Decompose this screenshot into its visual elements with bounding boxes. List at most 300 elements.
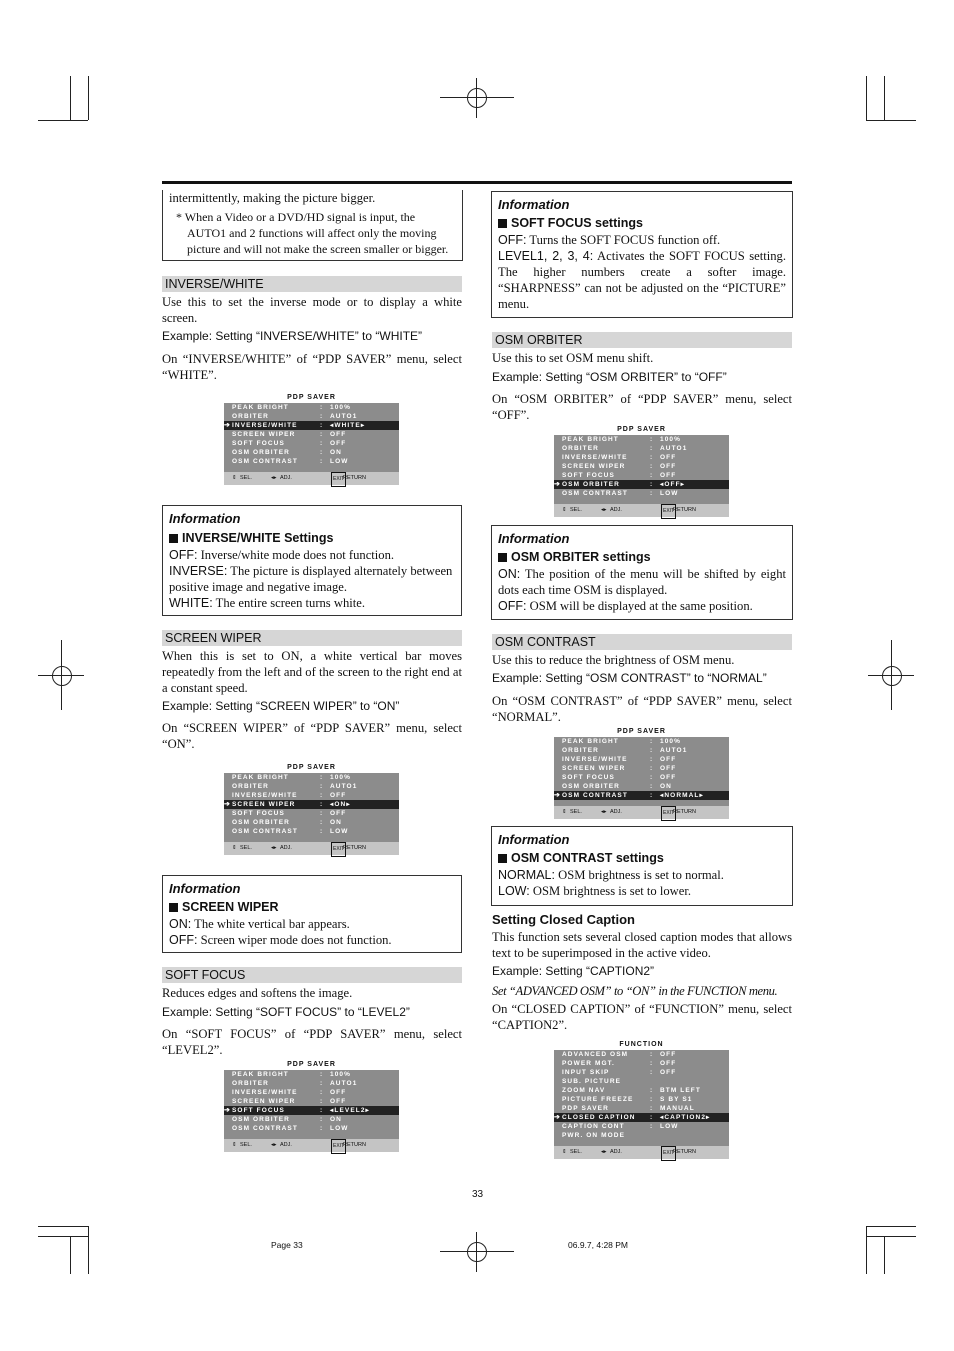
osm-menu-function — [554, 1040, 729, 1159]
menu-row-value: OFF — [660, 463, 677, 470]
menu-row-value: MANUAL — [660, 1105, 695, 1112]
menu-row — [224, 818, 399, 827]
info-item: LOW: OSM brightness is set to lower. — [498, 884, 692, 898]
menu-row — [224, 448, 399, 457]
menu-row-value: OFF — [660, 765, 677, 772]
sel-label: SEL. — [240, 475, 252, 481]
menu-row-colon: : — [650, 792, 654, 799]
selection-arrow-icon: ➔ — [554, 792, 561, 799]
menu-row-value: AUTO1 — [330, 413, 358, 420]
exit-key-icon: EXIT — [331, 472, 346, 487]
menu-row-value: OFF — [330, 1089, 347, 1096]
continuation-box — [162, 190, 463, 261]
note-text: * When a Video or a DVD/HD signal is input, the AUTO1 and 2 functions will affect only the moving picture and will not make the screen smaller or bigger. — [176, 210, 449, 256]
left-triangle-icon: ◂ — [660, 481, 665, 488]
section-header-osm-contrast: OSM CONTRAST — [492, 634, 792, 650]
menu-row-value: AUTO1 — [330, 1080, 358, 1087]
menu-row — [554, 1122, 729, 1131]
info-subtitle: OSM ORBITER settings — [498, 549, 786, 565]
inverse-white-example: Example: Setting “INVERSE/WHITE” to “WHITE” — [162, 329, 423, 343]
menu-row-value: 100% — [330, 1071, 352, 1078]
up-down-arrows-icon: ⇕ — [232, 845, 237, 851]
screen-wiper-instruction: On “SCREEN WIPER” of “PDP SAVER” menu, select “ON”. — [162, 721, 462, 751]
exit-key-icon: EXIT — [661, 1146, 676, 1161]
screen-wiper-example: Example: Setting “SCREEN WIPER” to “ON” — [162, 699, 400, 713]
osm-menu-pdp-saver — [224, 763, 399, 855]
info-subtitle: SCREEN WIPER — [169, 899, 455, 915]
exit-key-icon: EXIT — [331, 1139, 346, 1154]
menu-row-value: OFF — [330, 792, 347, 799]
menu-row-colon: : — [650, 1123, 654, 1130]
menu-row-value: LOW — [660, 490, 679, 497]
info-item: OFF: Screen wiper mode does not function. — [169, 933, 392, 947]
square-bullet-icon — [498, 219, 507, 228]
menu-row-label: ORBITER — [562, 747, 599, 754]
menu-row-colon: : — [320, 404, 324, 411]
menu-row-colon: : — [320, 801, 324, 808]
menu-row — [554, 764, 729, 773]
menu-row-colon: : — [650, 738, 654, 745]
osm-menu-pdp-saver — [554, 727, 729, 819]
closed-caption-example: Example: Setting “CAPTION2” — [492, 964, 655, 978]
menu-title: PDP SAVER — [554, 425, 729, 435]
menu-row — [554, 453, 729, 462]
return-label: RETURN — [343, 475, 366, 481]
menu-row-label: ORBITER — [232, 783, 269, 790]
menu-row-label: INVERSE/WHITE — [232, 1089, 298, 1096]
menu-row-colon: : — [650, 436, 654, 443]
menu-row — [224, 1079, 399, 1088]
menu-row-value: BTM LEFT — [660, 1087, 701, 1094]
menu-row-colon: : — [320, 458, 324, 465]
menu-row-value: OFF — [330, 1098, 347, 1105]
menu-row-label: PEAK BRIGHT — [562, 738, 619, 745]
info-title: Information — [498, 531, 570, 546]
up-down-arrows-icon: ⇕ — [562, 1149, 567, 1155]
menu-row — [224, 1124, 399, 1133]
menu-row-label: ZOOM NAV — [562, 1087, 606, 1094]
info-subtitle: SOFT FOCUS settings — [498, 215, 786, 231]
adj-label: ADJ. — [280, 475, 292, 481]
adj-label: ADJ. — [610, 1149, 622, 1155]
right-triangle-icon: ▸ — [706, 1114, 711, 1121]
menu-row-label: OSM CONTRAST — [232, 828, 298, 835]
menu-row-label: INPUT SKIP — [562, 1069, 610, 1076]
osm-orbiter-example: Example: Setting “OSM ORBITER” to “OFF” — [492, 370, 727, 384]
top-rule — [162, 181, 792, 184]
menu-footer — [554, 806, 729, 819]
menu-row — [224, 791, 399, 800]
menu-row — [554, 746, 729, 755]
menu-row-label: OSM ORBITER — [232, 449, 290, 456]
selection-arrow-icon: ➔ — [224, 801, 231, 808]
selection-arrow-icon: ➔ — [224, 1107, 231, 1114]
menu-row-colon: : — [650, 765, 654, 772]
menu-row-colon: : — [320, 1125, 324, 1132]
menu-row — [224, 773, 399, 782]
menu-row — [554, 1050, 729, 1059]
menu-row-colon: : — [650, 490, 654, 497]
left-triangle-icon: ◂ — [330, 801, 335, 808]
menu-title: PDP SAVER — [554, 727, 729, 737]
menu-row-colon: : — [650, 463, 654, 470]
menu-row-value: OFF — [660, 1069, 677, 1076]
section-header-inverse-white: INVERSE/WHITE — [162, 276, 462, 292]
adj-label: ADJ. — [280, 1142, 292, 1148]
menu-row-colon: : — [320, 413, 324, 420]
exit-key-icon: EXIT — [661, 806, 676, 821]
adj-label: ADJ. — [610, 809, 622, 815]
right-triangle-icon: ▸ — [365, 1107, 370, 1114]
menu-row — [554, 1131, 729, 1140]
menu-row-colon: : — [650, 481, 654, 488]
menu-row-value: OFF — [660, 774, 677, 781]
menu-footer — [224, 1139, 399, 1152]
menu-row-label: SOFT FOCUS — [562, 774, 615, 781]
info-title: Information — [169, 881, 241, 896]
menu-row-value: 100% — [660, 436, 682, 443]
menu-row-value: ON — [330, 1116, 342, 1123]
menu-row-label: PEAK BRIGHT — [232, 404, 289, 411]
continuation-text: intermittently, making the picture bigger. — [169, 191, 376, 205]
menu-row — [554, 489, 729, 498]
left-right-arrows-icon: ◂▸ — [601, 1149, 607, 1155]
square-bullet-icon — [498, 854, 507, 863]
menu-row-value: OFF — [330, 440, 347, 447]
return-label: RETURN — [673, 507, 696, 513]
menu-row-value: 100% — [330, 404, 352, 411]
screen-wiper-description: When this is set to ON, a white vertical bar moves repeatedly from the left and of the screen to the right end at a constant speed. — [162, 649, 462, 695]
soft-focus-instruction: On “SOFT FOCUS” of “PDP SAVER” menu, select “LEVEL2”. — [162, 1027, 462, 1057]
menu-row — [224, 1070, 399, 1079]
menu-row-colon: : — [650, 1114, 654, 1121]
menu-row — [554, 1059, 729, 1068]
osm-contrast-example: Example: Setting “OSM CONTRAST” to “NORMAL” — [492, 671, 767, 685]
menu-row-colon: : — [320, 1098, 324, 1105]
adj-label: ADJ. — [280, 845, 292, 851]
menu-row-label: ORBITER — [232, 413, 269, 420]
selection-arrow-icon: ➔ — [554, 1114, 561, 1121]
return-label: RETURN — [343, 845, 366, 851]
menu-row-value: AUTO1 — [660, 445, 688, 452]
menu-row-colon: : — [320, 819, 324, 826]
menu-row — [554, 791, 729, 800]
soft-focus-description: Reduces edges and softens the image. — [162, 986, 353, 1000]
menu-row-value: ON — [330, 819, 342, 826]
menu-row — [554, 1104, 729, 1113]
menu-row-value: 100% — [660, 738, 682, 745]
menu-row — [554, 471, 729, 480]
menu-row-label: SCREEN WIPER — [562, 765, 626, 772]
info-item: OFF: OSM will be displayed at the same position. — [498, 599, 753, 613]
left-triangle-icon: ◂ — [330, 422, 335, 429]
menu-row-value: ◂LEVEL2▸ — [330, 1107, 370, 1114]
menu-row-label: SOFT FOCUS — [232, 440, 285, 447]
osm-orbiter-instruction: On “OSM ORBITER” of “PDP SAVER” menu, select “OFF”. — [492, 392, 792, 422]
sel-label: SEL. — [570, 809, 582, 815]
menu-row-label: SOFT FOCUS — [232, 810, 285, 817]
menu-row — [554, 1113, 729, 1122]
menu-row-colon: : — [320, 1080, 324, 1087]
menu-row-value: OFF — [330, 431, 347, 438]
menu-row-label: ORBITER — [562, 445, 599, 452]
sel-label: SEL. — [570, 1149, 582, 1155]
menu-row-value: OFF — [660, 1051, 677, 1058]
menu-row-colon: : — [320, 1107, 324, 1114]
menu-row-label: SCREEN WIPER — [232, 1098, 296, 1105]
menu-row-label: SCREEN WIPER — [232, 801, 296, 808]
menu-row-label: SOFT FOCUS — [232, 1107, 285, 1114]
closed-caption-note: Set “ADVANCED OSM” to “ON” in the FUNCTION menu. — [492, 984, 778, 998]
page-number: 33 — [472, 1189, 484, 1200]
info-box-osm-contrast — [491, 826, 793, 906]
osm-orbiter-description: Use this to set OSM menu shift. — [492, 351, 654, 365]
menu-row-colon: : — [650, 774, 654, 781]
menu-row — [554, 1077, 729, 1086]
info-item: NORMAL: OSM brightness is set to normal. — [498, 868, 724, 882]
up-down-arrows-icon: ⇕ — [562, 809, 567, 815]
adj-label: ADJ. — [610, 507, 622, 513]
left-triangle-icon: ◂ — [330, 1107, 335, 1114]
menu-row-value: OFF — [660, 756, 677, 763]
right-triangle-icon: ▸ — [680, 481, 686, 488]
menu-footer — [554, 504, 729, 517]
menu-row — [224, 412, 399, 421]
menu-title: PDP SAVER — [224, 1060, 399, 1070]
right-triangle-icon: ▸ — [346, 801, 351, 808]
menu-row-colon: : — [650, 783, 654, 790]
menu-row-label: PWR. ON MODE — [562, 1132, 626, 1139]
left-triangle-icon: ◂ — [660, 1114, 665, 1121]
sel-label: SEL. — [240, 1142, 252, 1148]
menu-row-value: 100% — [330, 774, 352, 781]
section-header-screen-wiper: SCREEN WIPER — [162, 630, 462, 646]
menu-row-value: AUTO1 — [330, 783, 358, 790]
inverse-white-instruction: On “INVERSE/WHITE” of “PDP SAVER” menu, select “WHITE”. — [162, 352, 462, 382]
menu-row-label: INVERSE/WHITE — [562, 454, 628, 461]
menu-row-value: ON — [660, 783, 672, 790]
menu-row-label: SOFT FOCUS — [562, 472, 615, 479]
menu-row-label: OSM CONTRAST — [562, 792, 628, 799]
menu-row-label: POWER MGT. — [562, 1060, 615, 1067]
closed-caption-instruction: On “CLOSED CAPTION” of “FUNCTION” menu, select “CAPTION2”. — [492, 1002, 792, 1032]
osm-contrast-instruction: On “OSM CONTRAST” of “PDP SAVER” menu, select “NORMAL”. — [492, 694, 792, 724]
menu-row-label: OSM ORBITER — [232, 1116, 290, 1123]
menu-row-label: OSM CONTRAST — [562, 490, 628, 497]
footer-left: Page 33 — [271, 1240, 303, 1250]
menu-row-colon: : — [650, 1087, 654, 1094]
left-right-arrows-icon: ◂▸ — [601, 809, 607, 815]
sel-label: SEL. — [570, 507, 582, 513]
menu-row — [554, 1095, 729, 1104]
menu-title: PDP SAVER — [224, 393, 399, 403]
menu-row-label: OSM CONTRAST — [232, 458, 298, 465]
menu-row-colon: : — [320, 431, 324, 438]
menu-row — [224, 1097, 399, 1106]
menu-row-colon: : — [650, 747, 654, 754]
soft-focus-example: Example: Setting “SOFT FOCUS” to “LEVEL2” — [162, 1005, 410, 1019]
menu-title: PDP SAVER — [224, 763, 399, 773]
info-item: INVERSE: The picture is displayed alternately between positive image and negative image. — [169, 564, 453, 594]
menu-row — [554, 773, 729, 782]
menu-row — [554, 737, 729, 746]
menu-row — [554, 1086, 729, 1095]
menu-row-label: CLOSED CAPTION — [562, 1114, 636, 1121]
menu-row-value: ◂WHITE▸ — [330, 422, 366, 429]
sel-label: SEL. — [240, 845, 252, 851]
menu-row-value: LOW — [660, 1123, 679, 1130]
menu-row-label: PDP SAVER — [562, 1105, 609, 1112]
exit-key-icon: EXIT — [661, 504, 676, 519]
closed-caption-description: This function sets several closed caption modes that allows text to be superimposed in the active video. — [492, 930, 792, 960]
info-title: Information — [498, 832, 570, 847]
menu-row-value: ◂NORMAL▸ — [660, 792, 704, 799]
menu-row — [224, 439, 399, 448]
osm-contrast-description: Use this to reduce the brightness of OSM menu. — [492, 653, 735, 667]
menu-row-label: PICTURE FREEZE — [562, 1096, 634, 1103]
menu-row-colon: : — [320, 422, 324, 429]
menu-row-colon: : — [320, 810, 324, 817]
info-title: Information — [169, 511, 241, 526]
menu-row-label: SCREEN WIPER — [232, 431, 296, 438]
right-triangle-icon: ▸ — [360, 422, 366, 429]
menu-row-colon: : — [650, 1069, 654, 1076]
menu-row-value: OFF — [660, 454, 677, 461]
menu-row — [554, 782, 729, 791]
menu-row-colon: : — [320, 1116, 324, 1123]
osm-menu-pdp-saver — [554, 425, 729, 517]
menu-row-value: ◂OFF▸ — [660, 481, 686, 488]
menu-row — [224, 827, 399, 836]
menu-row-label: ADVANCED OSM — [562, 1051, 629, 1058]
menu-row-label: INVERSE/WHITE — [232, 792, 298, 799]
menu-row-colon: : — [650, 445, 654, 452]
menu-row-label: OSM ORBITER — [562, 481, 620, 488]
menu-row-label: PEAK BRIGHT — [562, 436, 619, 443]
info-title: Information — [498, 197, 570, 212]
menu-row-value: ON — [330, 449, 342, 456]
menu-row-label: OSM ORBITER — [562, 783, 620, 790]
menu-row-value: LOW — [330, 458, 349, 465]
section-header-soft-focus: SOFT FOCUS — [162, 967, 462, 983]
info-box-soft-focus — [491, 191, 793, 318]
selection-arrow-icon: ➔ — [224, 422, 231, 429]
menu-row — [224, 403, 399, 412]
info-item: ON: The white vertical bar appears. — [169, 917, 350, 931]
menu-row-colon: : — [320, 792, 324, 799]
up-down-arrows-icon: ⇕ — [232, 475, 237, 481]
menu-row-value: AUTO1 — [660, 747, 688, 754]
menu-row-colon: : — [650, 472, 654, 479]
menu-footer — [554, 1146, 729, 1159]
menu-row-label: PEAK BRIGHT — [232, 1071, 289, 1078]
menu-row — [224, 457, 399, 466]
menu-row — [224, 782, 399, 791]
menu-title: FUNCTION — [554, 1040, 729, 1050]
menu-row-label: OSM ORBITER — [232, 819, 290, 826]
footer-right: 06.9.7, 4:28 PM — [568, 1240, 629, 1250]
inverse-white-description: Use this to set the inverse mode or to display a white screen. — [162, 295, 462, 325]
left-right-arrows-icon: ◂▸ — [271, 845, 277, 851]
return-label: RETURN — [673, 809, 696, 815]
osm-menu-pdp-saver — [224, 1060, 399, 1152]
menu-row-label: SUB. PICTURE — [562, 1078, 622, 1085]
menu-row — [224, 809, 399, 818]
menu-row-label: INVERSE/WHITE — [562, 756, 628, 763]
info-subtitle: OSM CONTRAST settings — [498, 850, 786, 866]
left-triangle-icon: ◂ — [660, 792, 665, 799]
left-right-arrows-icon: ◂▸ — [271, 1142, 277, 1148]
menu-row — [554, 444, 729, 453]
up-down-arrows-icon: ⇕ — [232, 1142, 237, 1148]
menu-row-colon: : — [650, 454, 654, 461]
menu-row-value: OFF — [660, 1060, 677, 1067]
return-label: RETURN — [343, 1142, 366, 1148]
menu-row-colon: : — [320, 774, 324, 781]
menu-row — [554, 755, 729, 764]
menu-row-label: ORBITER — [232, 1080, 269, 1087]
up-down-arrows-icon: ⇕ — [562, 507, 567, 513]
menu-row — [224, 430, 399, 439]
left-right-arrows-icon: ◂▸ — [271, 475, 277, 481]
menu-row-label: INVERSE/WHITE — [232, 422, 298, 429]
osm-menu-pdp-saver — [224, 393, 399, 485]
info-box-inverse-white — [162, 505, 462, 616]
menu-row-label: PEAK BRIGHT — [232, 774, 289, 781]
closed-caption-heading: Setting Closed Caption — [492, 912, 635, 927]
menu-row-colon: : — [650, 756, 654, 763]
menu-row-value: S BY S1 — [660, 1096, 693, 1103]
info-item: LEVEL1, 2, 3, 4: Activates the SOFT FOCUS setting. The higher numbers create a softer image. “SHARPNESS” can not be adjusted on the “PICTURE” menu. — [498, 249, 786, 311]
menu-row — [224, 421, 399, 430]
info-box-osm-orbiter — [491, 525, 793, 620]
info-subtitle: INVERSE/WHITE Settings — [169, 530, 455, 546]
square-bullet-icon — [169, 903, 178, 912]
menu-row-value: ◂ON▸ — [330, 801, 351, 808]
menu-row-value: LOW — [330, 828, 349, 835]
menu-row-colon: : — [650, 1060, 654, 1067]
left-right-arrows-icon: ◂▸ — [601, 507, 607, 513]
menu-row-colon: : — [320, 1089, 324, 1096]
menu-row — [224, 1106, 399, 1115]
menu-row — [554, 1068, 729, 1077]
info-item: ON: The position of the menu will be shifted by eight dots each time OSM is displayed. — [498, 567, 786, 597]
menu-row-colon: : — [320, 440, 324, 447]
info-item: OFF: Turns the SOFT FOCUS function off. — [498, 233, 721, 247]
return-label: RETURN — [673, 1149, 696, 1155]
menu-row — [224, 800, 399, 809]
menu-row-label: SCREEN WIPER — [562, 463, 626, 470]
right-triangle-icon: ▸ — [699, 792, 704, 799]
menu-row-colon: : — [650, 1051, 654, 1058]
menu-row-colon: : — [320, 783, 324, 790]
menu-row-label: OSM CONTRAST — [232, 1125, 298, 1132]
selection-arrow-icon: ➔ — [554, 481, 561, 488]
info-box-screen-wiper — [162, 875, 462, 953]
info-item: OFF: Inverse/white mode does not function. — [169, 548, 395, 562]
menu-row-colon: : — [320, 449, 324, 456]
menu-row-value: OFF — [330, 810, 347, 817]
menu-row-colon: : — [320, 1071, 324, 1078]
square-bullet-icon — [169, 534, 178, 543]
menu-row — [554, 462, 729, 471]
menu-row — [554, 480, 729, 489]
menu-row — [224, 1088, 399, 1097]
menu-row-value: ◂CAPTION2▸ — [660, 1114, 711, 1121]
menu-row-colon: : — [650, 1105, 654, 1112]
menu-footer — [224, 842, 399, 855]
menu-row-colon: : — [320, 828, 324, 835]
